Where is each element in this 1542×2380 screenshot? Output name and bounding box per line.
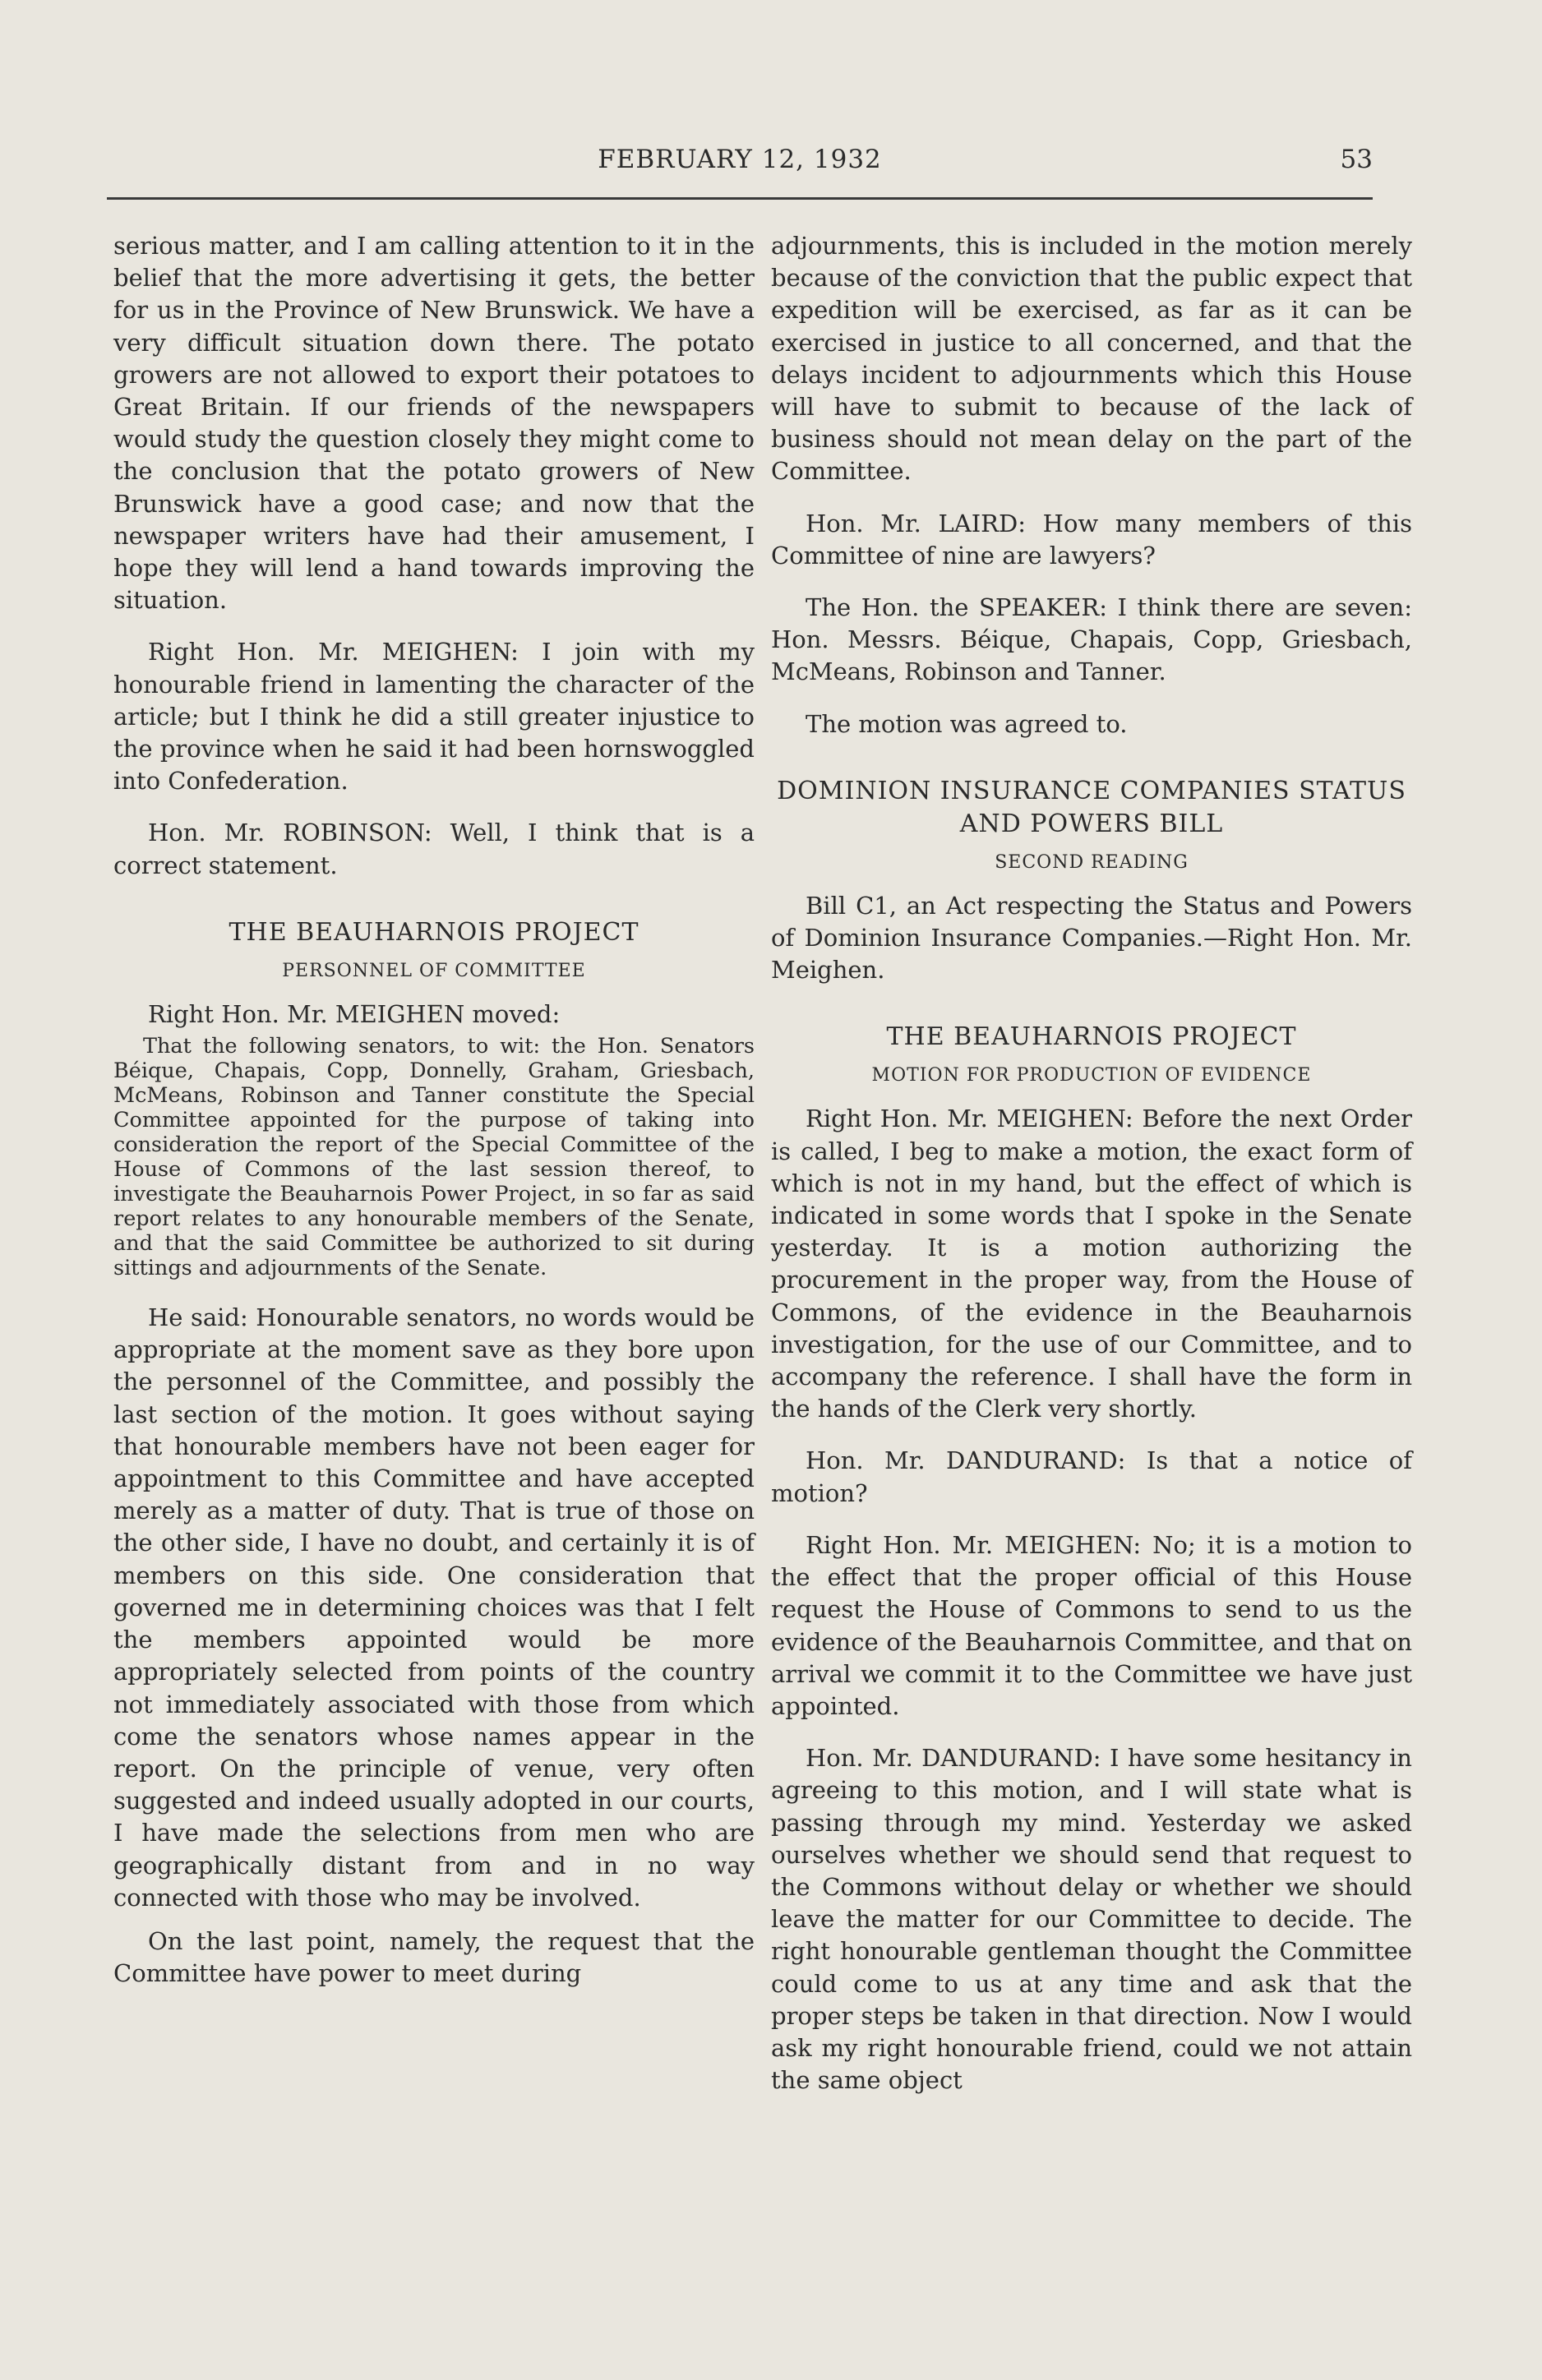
page-date: FEBRUARY 12, 1932 [598,145,882,174]
paragraph: Hon. Mr. ROBINSON: Well, I think that is a correct statement. [113,819,755,879]
section-heading: THE BEAUHARNOIS PROJECT [229,917,639,947]
paragraph: Bill C1, an Act respecting the Status and Powers of Dominion Insurance Companies.—Right Hon. Mr. Meighen. [771,891,1412,985]
section-heading: THE BEAUHARNOIS PROJECT [886,1022,1297,1052]
paragraph: serious matter, and I am calling attention to it in the belief that the more advertising it gets, the better for us in the Province of New Brunswick. We have a very difficult situation down there. The potato growers are not allowed to export their potatoes to Great Britain. If our friends of the newspapers would study the question closely they might come to the conclusion that the potato growers of New Brunswick have a good case; and now that the newspaper writers have had their amusement, I hope they will lend a hand towards improving the situation. [113,232,755,615]
section-subheading: SECOND READING [995,851,1189,873]
paragraph: The Hon. the SPEAKER: I think there are seven: Hon. Messrs. Béique, Chapais, Copp, Griesbach, McMeans, Robinson and Tanner. [771,593,1412,686]
paragraph: Hon. Mr. LAIRD: How many members of this Committee of nine are lawyers? [771,509,1412,570]
section-subheading: PERSONNEL OF COMMITTEE [282,960,586,981]
paragraph: Hon. Mr. DANDURAND: Is that a notice of motion? [771,1446,1412,1507]
paragraph: The motion was agreed to. [806,709,1128,738]
motion-text: That the following senators, to wit: the Hon. Senators Béique, Chapais, Copp, Donnelly, Graham, Griesbach, McMeans, Robinson and Tanner constitute the Special Committee appointed for the purpose of taking into consideration the report of the Special Committee of the House of Commons of the last session thereof, to investigate the Beauharnois Power Project, in so far as said report relates to any honourable members of the Senate, and that the said Committee be authorized to sit during sittings and adjournments of the Senate. [113,1034,755,1281]
section-heading: DOMINION INSURANCE COMPANIES STATUS AND POWERS BILL [777,776,1406,838]
header-rule [107,197,1373,200]
paragraph: Right Hon. Mr. MEIGHEN moved: [148,999,561,1028]
left-column [113,230,755,2009]
paragraph: Hon. Mr. DANDURAND: I have some hesitancy in agreeing to this motion, and I will state what is passing through my mind. Yesterday we asked ourselves whether we should send that request to the Commons without delay or whether we should leave the matter for our Committee to decide. The right honourable gentleman thought the Committee could come to us at any time and ask that the proper steps be taken in that direction. Now I would ask my right honourable friend, could we not attain the same object [771,1744,1412,2095]
page-number: 53 [1340,145,1373,174]
paragraph: On the last point, namely, the request that the Committee have power to meet during [113,1926,755,1988]
paragraph: He said: Honourable senators, no words would be appropriate at the moment save as they bore upon the personnel of the Committee, and possibly the last section of the motion. It goes without saying that honourable members have not been eager for appointment to this Committee and have accepted merely as a matter of duty. That is true of those on the other side, I have no doubt, and certainly it is of members on this side. One consideration that governed me in determining choices was that I felt the members appointed would be more appropriately selected from points of the country not immediately associated with those from which come the senators whose names appear in the report. On the principle of venue, very often suggested and indeed usually adopted in our courts, I have made the selections from men who are geographically distant from and in no way connected with those who may be involved. [113,1303,755,1912]
right-column [771,230,1412,2116]
paragraph: Right Hon. Mr. MEIGHEN: I join with my honourable friend in lamenting the character of the article; but I think he did a still greater injustice to the province when he said it had been hornswoggled into Confederation. [113,638,755,796]
page-header [107,145,1373,186]
paragraph: Right Hon. Mr. MEIGHEN: Before the next Order is called, I beg to make a motion, the exact form of which is not in my hand, but the effect of which is indicated in some words that I spoke in the Senate yesterday. It is a motion authorizing the procurement in the proper way, from the House of Commons, of the evidence in the Beauharnois investigation, for the use of our Committee, and to accompany the reference. I shall have the form in the hands of the Clerk very shortly. [771,1105,1412,1423]
paragraph: adjournments, this is included in the motion merely because of the conviction that the public expect that expedition will be exercised, as far as it can be exercised in justice to all concerned, and that the delays incident to adjournments which this House will have to submit to because of the lack of business should not mean delay on the part of the Committee. [771,232,1412,486]
paragraph: Right Hon. Mr. MEIGHEN: No; it is a motion to the effect that the proper official of this House request the House of Commons to send to us the evidence of the Beauharnois Committee, and that on arrival we commit it to the Committee we have just appointed. [771,1530,1412,1720]
section-subheading: MOTION FOR PRODUCTION OF EVIDENCE [871,1065,1312,1086]
